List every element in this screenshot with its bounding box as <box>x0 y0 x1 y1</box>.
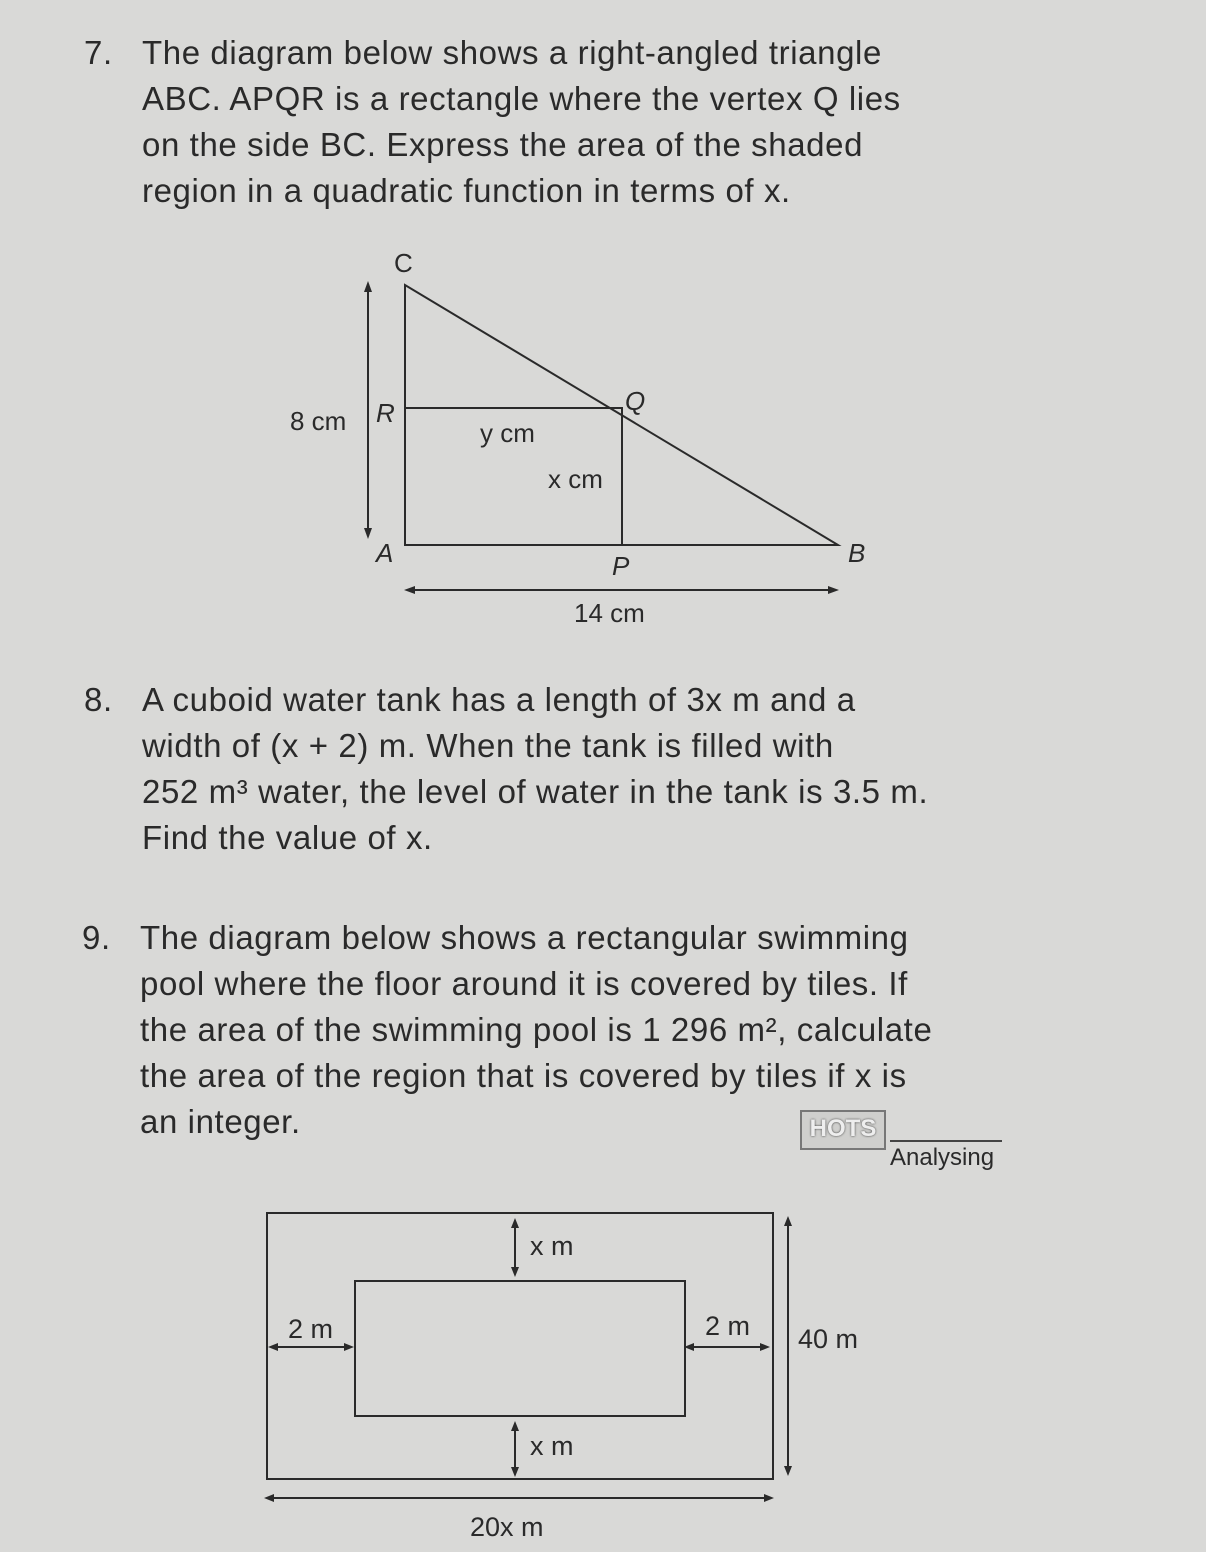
text-line: the area of the swimming pool is 1 296 m², calculate <box>140 1011 933 1048</box>
label-y: y cm <box>480 418 535 448</box>
label-a: A <box>376 538 394 568</box>
label-top-x: x m <box>530 1231 574 1261</box>
question-number: 7. <box>84 34 113 71</box>
text-line: the area of the region that is covered by tiles if x is <box>140 1057 907 1094</box>
text-line: pool where the floor around it is covered by tiles. If <box>140 965 908 1002</box>
label-right-2m: 2 m <box>705 1311 751 1341</box>
text-line: width of (x + 2) m. When the tank is filled with <box>142 727 834 764</box>
label-height: 8 cm <box>290 406 347 436</box>
label-x: x cm <box>548 464 603 494</box>
text-line: an integer. <box>140 1103 301 1140</box>
text-line: A cuboid water tank has a length of 3x m and a <box>142 681 856 718</box>
text-line: The diagram below shows a right-angled triangle <box>142 34 882 71</box>
label-width-20x: 20x m <box>470 1512 544 1542</box>
pool-rect <box>355 1281 685 1416</box>
label-left-2m: 2 m <box>288 1314 334 1344</box>
text-line: ABC. APQR is a rectangle where the vertex Q lies <box>142 80 901 117</box>
hots-badge: HOTS <box>800 1110 886 1150</box>
label-height-40: 40 m <box>798 1324 859 1354</box>
label-r: R <box>376 398 395 428</box>
text-line: region in a quadratic function in terms of x. <box>142 172 791 209</box>
text-line: 252 m³ water, the level of water in the tank is 3.5 m. <box>142 773 929 810</box>
label-b: B <box>848 538 866 568</box>
question-8 <box>84 677 1010 861</box>
label-p: P <box>612 551 630 581</box>
text-line: The diagram below shows a rectangular swimming <box>140 919 909 956</box>
text-line: Find the value of x. <box>142 819 433 856</box>
skill-label: Analysing <box>890 1140 1002 1172</box>
label-bottom-x: x m <box>530 1431 574 1461</box>
label-base: 14 cm <box>574 598 645 628</box>
pool-diagram <box>267 1213 788 1498</box>
question-number: 8. <box>84 681 113 718</box>
text-line: on the side BC. Express the area of the shaded <box>142 126 864 163</box>
label-q: Q <box>625 386 646 416</box>
label-c: C <box>394 248 413 278</box>
question-number: 9. <box>82 919 111 956</box>
